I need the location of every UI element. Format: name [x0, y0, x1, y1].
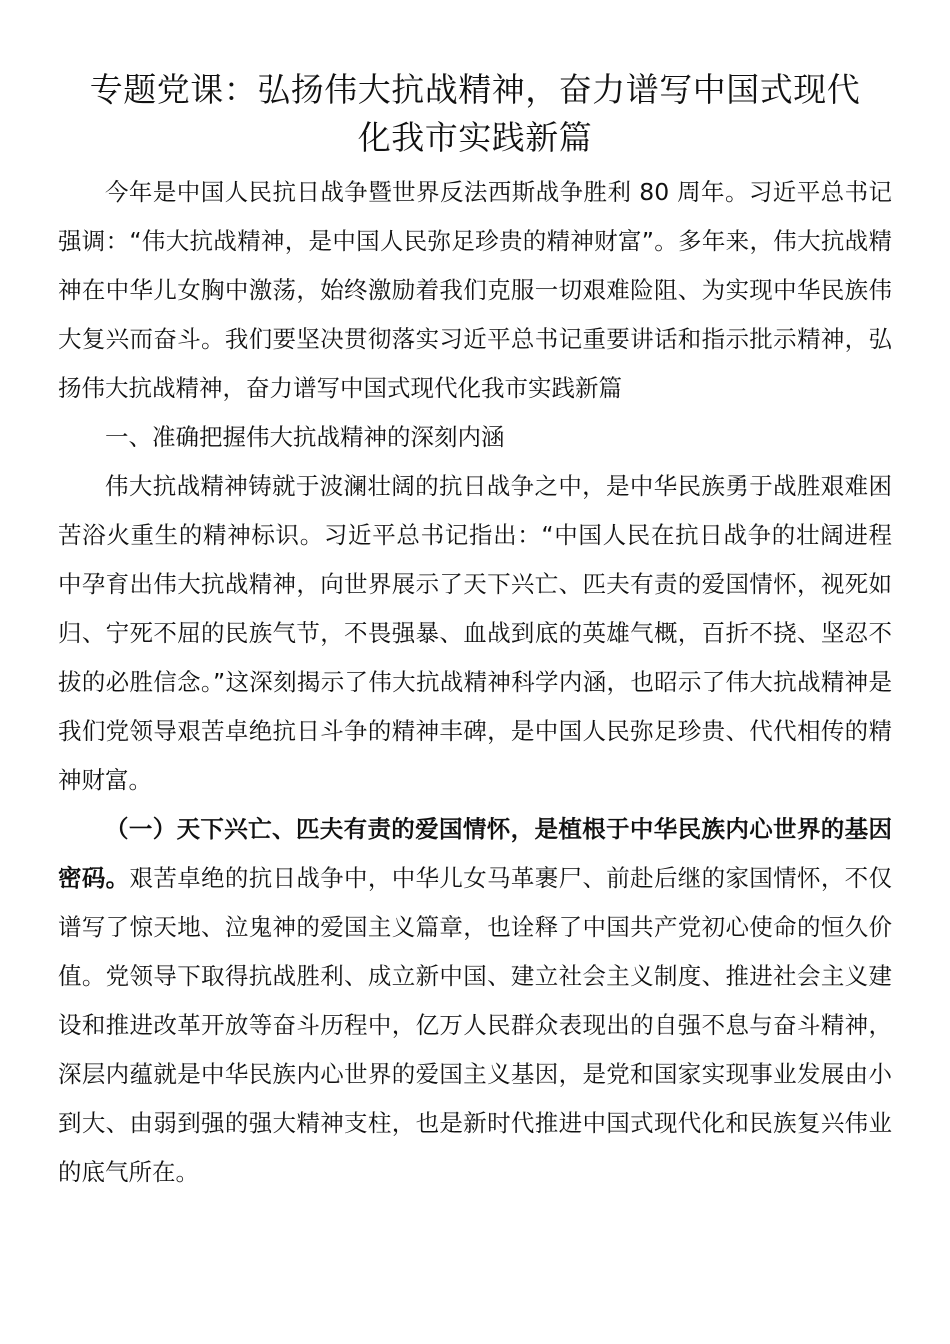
section-1-heading: 一、准确把握伟大抗战精神的深刻内涵	[105, 423, 505, 451]
title-line-1: 专题党课：弘扬伟大抗战精神，奋力谱写中国式现代	[89, 70, 861, 109]
subsection-1-body: 艰苦卓绝的抗日战争中，中华儿女马革裹尸、前赴后继的家国情怀，不仅谱写了惊天地、泣鬼神的爱国主义篇章，也诠释了中国共产党初心使命的恒久价值。党领导下取得抗战胜利、成立新中国、建立社会主义制度、推进社会主义建设和推进改革开放等奋斗历程中，亿万人民群众表现出的自强不息与奋斗精神，深层内蕴就是中华民族内心世界的爱国主义基因，是党和国家实现事业发展由小到大、由弱到强的强大精神支柱，也是新时代推进中国式现代化和民族复兴伟业的底气所在。	[58, 864, 892, 1186]
title-line-2: 化我市实践新篇	[357, 118, 593, 157]
subsection-1-lead: （一）天下兴亡、匹夫有责的爱国情怀，是植根于中华民族内心世界的基因密码。	[58, 815, 892, 892]
intro-paragraph: 今年是中国人民抗日战争暨世界反法西斯战争胜利 80 周年。习近平总书记强调：“伟大抗战精神，是中国人民弥足珍贵的精神财富”。多年来，伟大抗战精神在中华儿女胸中激荡，始终激励着我们克服一切艰难险阻、为实现中华民族伟大复兴而奋斗。我们要坚决贯彻落实习近平总书记重要讲话和指示批示精神，弘扬伟大抗战精神，奋力谱写中国式现代化我市实践新篇	[58, 178, 892, 402]
section-1-paragraph: 伟大抗战精神铸就于波澜壮阔的抗日战争之中，是中华民族勇于战胜艰难困苦浴火重生的精神标识。习近平总书记指出：“中国人民在抗日战争的壮阔进程中孕育出伟大抗战精神，向世界展示了天下兴亡、匹夫有责的爱国情怀，视死如归、宁死不屈的民族气节，不畏强暴、血战到底的英雄气概，百折不挠、坚忍不拔的必胜信念。”这深刻揭示了伟大抗战精神科学内涵，也昭示了伟大抗战精神是我们党领导艰苦卓绝抗日斗争的精神丰碑，是中国人民弥足珍贵、代代相传的精神财富。	[58, 472, 892, 794]
document-title	[58, 66, 892, 162]
subsection-1-paragraph	[58, 805, 892, 1197]
